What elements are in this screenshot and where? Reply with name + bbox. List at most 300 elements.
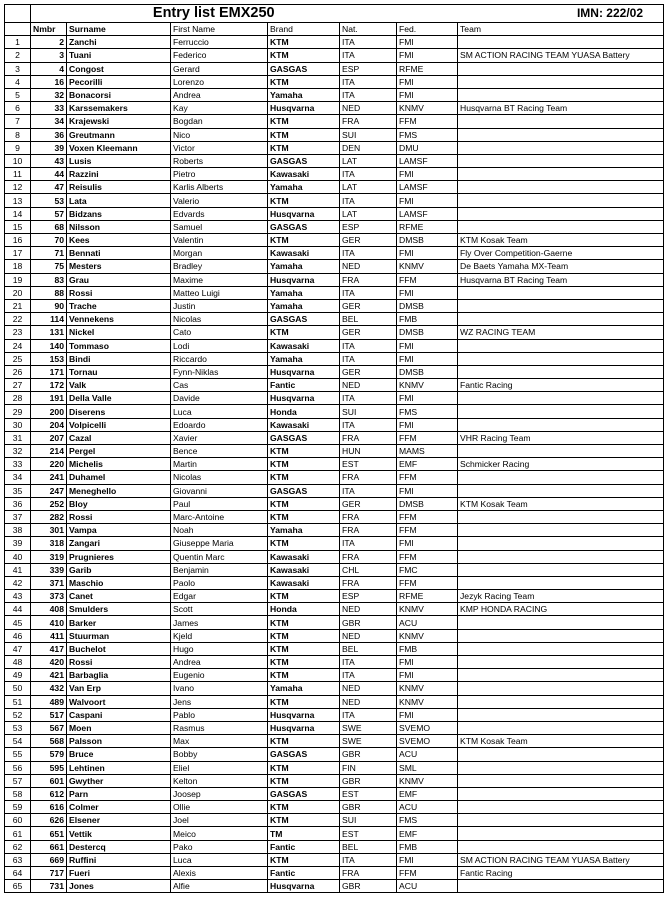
- row-index: 41: [5, 563, 31, 576]
- table-row: [5, 524, 664, 537]
- rider-nationality: GBR: [340, 801, 397, 814]
- rider-number: 75: [31, 260, 67, 273]
- rider-first-name: Bobby: [171, 748, 268, 761]
- rider-number: 517: [31, 708, 67, 721]
- table-row: [5, 748, 664, 761]
- rider-surname: Palsson: [67, 735, 171, 748]
- row-index: 31: [5, 431, 31, 444]
- rider-federation: FMI: [397, 669, 458, 682]
- table-row: [5, 550, 664, 563]
- header-team: Team: [458, 23, 664, 36]
- rider-number: 57: [31, 207, 67, 220]
- rider-surname: Lusis: [67, 154, 171, 167]
- rider-number: 417: [31, 642, 67, 655]
- rider-federation: KNMV: [397, 260, 458, 273]
- rider-surname: Cazal: [67, 431, 171, 444]
- rider-team: [458, 405, 664, 418]
- header-nmbr: Nmbr: [31, 23, 67, 36]
- rider-nationality: SUI: [340, 128, 397, 141]
- rider-team: [458, 418, 664, 431]
- rider-federation: DMSB: [397, 497, 458, 510]
- rider-federation: FFM: [397, 115, 458, 128]
- title-row: [5, 5, 664, 23]
- rider-first-name: Cas: [171, 379, 268, 392]
- rider-nationality: NED: [340, 682, 397, 695]
- row-index: 18: [5, 260, 31, 273]
- rider-brand: Kawasaki: [268, 247, 340, 260]
- rider-first-name: Paolo: [171, 576, 268, 589]
- rider-nationality: ITA: [340, 75, 397, 88]
- rider-first-name: Nicolas: [171, 471, 268, 484]
- rider-federation: SML: [397, 761, 458, 774]
- table-row: [5, 616, 664, 629]
- row-index: 4: [5, 75, 31, 88]
- rider-nationality: ITA: [340, 418, 397, 431]
- rider-brand: Kawasaki: [268, 576, 340, 589]
- row-index: 58: [5, 787, 31, 800]
- rider-nationality: NED: [340, 629, 397, 642]
- rider-surname: Rossi: [67, 656, 171, 669]
- table-row: [5, 247, 664, 260]
- row-index: 23: [5, 326, 31, 339]
- rider-first-name: Giuseppe Maria: [171, 537, 268, 550]
- rider-nationality: ITA: [340, 392, 397, 405]
- rider-team: [458, 88, 664, 101]
- rider-team: [458, 313, 664, 326]
- row-index: 27: [5, 379, 31, 392]
- rider-brand: Husqvarna: [268, 880, 340, 893]
- rider-federation: FFM: [397, 576, 458, 589]
- rider-nationality: ITA: [340, 168, 397, 181]
- rider-nationality: GBR: [340, 616, 397, 629]
- rider-brand: KTM: [268, 629, 340, 642]
- rider-nationality: GER: [340, 497, 397, 510]
- table-row: [5, 642, 664, 655]
- rider-nationality: FIN: [340, 761, 397, 774]
- header-surname: Surname: [67, 23, 171, 36]
- rider-federation: FMB: [397, 642, 458, 655]
- rider-number: 612: [31, 787, 67, 800]
- rider-federation: FMI: [397, 88, 458, 101]
- row-index: 12: [5, 181, 31, 194]
- rider-first-name: Lorenzo: [171, 75, 268, 88]
- rider-first-name: Riccardo: [171, 352, 268, 365]
- rider-surname: Vampa: [67, 524, 171, 537]
- rider-team: [458, 115, 664, 128]
- table-row: [5, 867, 664, 880]
- rider-brand: KTM: [268, 128, 340, 141]
- table-row: [5, 563, 664, 576]
- rider-team: [458, 471, 664, 484]
- rider-surname: Karssemakers: [67, 102, 171, 115]
- rider-team: [458, 36, 664, 49]
- row-index: 7: [5, 115, 31, 128]
- rider-surname: Lehtinen: [67, 761, 171, 774]
- row-index: 64: [5, 867, 31, 880]
- rider-surname: Zanchi: [67, 36, 171, 49]
- table-row: [5, 234, 664, 247]
- rider-first-name: Nico: [171, 128, 268, 141]
- rider-team: [458, 207, 664, 220]
- row-index: 5: [5, 88, 31, 101]
- rider-surname: Trache: [67, 299, 171, 312]
- rider-brand: KTM: [268, 115, 340, 128]
- rider-team: [458, 774, 664, 787]
- row-index: 56: [5, 761, 31, 774]
- rider-surname: Ruffini: [67, 853, 171, 866]
- rider-team: [458, 695, 664, 708]
- rider-team: [458, 537, 664, 550]
- rider-first-name: Alfie: [171, 880, 268, 893]
- rider-surname: Nilsson: [67, 220, 171, 233]
- rider-brand: Kawasaki: [268, 550, 340, 563]
- rider-team: Fly Over Competition-Gaerne: [458, 247, 664, 260]
- rider-surname: Bennati: [67, 247, 171, 260]
- rider-number: 191: [31, 392, 67, 405]
- rider-number: 601: [31, 774, 67, 787]
- rider-federation: FMI: [397, 75, 458, 88]
- rider-brand: GASGAS: [268, 787, 340, 800]
- rider-number: 88: [31, 286, 67, 299]
- rider-team: [458, 814, 664, 827]
- rider-team: SM ACTION RACING TEAM YUASA Battery: [458, 853, 664, 866]
- rider-surname: Pecorilli: [67, 75, 171, 88]
- row-index: 59: [5, 801, 31, 814]
- rider-number: 131: [31, 326, 67, 339]
- rider-number: 420: [31, 656, 67, 669]
- rider-federation: SVEMO: [397, 735, 458, 748]
- rider-nationality: HUN: [340, 445, 397, 458]
- table-row: [5, 801, 664, 814]
- rider-number: 53: [31, 194, 67, 207]
- rider-team: [458, 194, 664, 207]
- rider-first-name: Scott: [171, 603, 268, 616]
- rider-number: 39: [31, 141, 67, 154]
- rider-team: KTM Kosak Team: [458, 497, 664, 510]
- table-row: [5, 721, 664, 734]
- rider-first-name: Karlis Alberts: [171, 181, 268, 194]
- table-row: [5, 840, 664, 853]
- rider-federation: FFM: [397, 273, 458, 286]
- rider-federation: FFM: [397, 550, 458, 563]
- rider-first-name: Paul: [171, 497, 268, 510]
- rider-brand: Yamaha: [268, 299, 340, 312]
- rider-number: 70: [31, 234, 67, 247]
- rider-team: [458, 721, 664, 734]
- header-first-name: First Name: [171, 23, 268, 36]
- row-index: 44: [5, 603, 31, 616]
- rider-surname: Colmer: [67, 801, 171, 814]
- table-row: [5, 537, 664, 550]
- rider-nationality: FRA: [340, 867, 397, 880]
- rider-federation: KNMV: [397, 629, 458, 642]
- rider-federation: ACU: [397, 880, 458, 893]
- rider-number: 579: [31, 748, 67, 761]
- row-index: 22: [5, 313, 31, 326]
- table-row: [5, 36, 664, 49]
- rider-first-name: Luca: [171, 853, 268, 866]
- page-title: Entry list EMX250: [31, 5, 397, 23]
- table-row: [5, 181, 664, 194]
- rider-team: [458, 563, 664, 576]
- rider-federation: KNMV: [397, 379, 458, 392]
- rider-team: [458, 840, 664, 853]
- rider-surname: Gwyther: [67, 774, 171, 787]
- rider-surname: Rossi: [67, 510, 171, 523]
- table-row: [5, 484, 664, 497]
- rider-number: 489: [31, 695, 67, 708]
- header-brand: Brand: [268, 23, 340, 36]
- table-row: [5, 392, 664, 405]
- rider-number: 2: [31, 36, 67, 49]
- rider-brand: Yamaha: [268, 286, 340, 299]
- rider-surname: Meneghello: [67, 484, 171, 497]
- rider-number: 200: [31, 405, 67, 418]
- rider-federation: FFM: [397, 431, 458, 444]
- rider-number: 411: [31, 629, 67, 642]
- rider-nationality: NED: [340, 603, 397, 616]
- rider-team: [458, 682, 664, 695]
- rider-brand: KTM: [268, 49, 340, 62]
- rider-nationality: ITA: [340, 708, 397, 721]
- table-row: [5, 576, 664, 589]
- rider-nationality: ITA: [340, 339, 397, 352]
- rider-nationality: FRA: [340, 524, 397, 537]
- rider-first-name: Xavier: [171, 431, 268, 444]
- rider-team: [458, 154, 664, 167]
- row-index: 14: [5, 207, 31, 220]
- rider-federation: DMSB: [397, 234, 458, 247]
- table-row: [5, 128, 664, 141]
- rider-team: KTM Kosak Team: [458, 234, 664, 247]
- rider-team: [458, 62, 664, 75]
- rider-nationality: ESP: [340, 590, 397, 603]
- rider-brand: KTM: [268, 814, 340, 827]
- rider-first-name: Samuel: [171, 220, 268, 233]
- row-index: 32: [5, 445, 31, 458]
- rider-nationality: SWE: [340, 721, 397, 734]
- rider-federation: FMI: [397, 656, 458, 669]
- rider-brand: GASGAS: [268, 220, 340, 233]
- rider-brand: KTM: [268, 642, 340, 655]
- rider-federation: SVEMO: [397, 721, 458, 734]
- rider-first-name: Kjeld: [171, 629, 268, 642]
- rider-first-name: Ferruccio: [171, 36, 268, 49]
- rider-team: Jezyk Racing Team: [458, 590, 664, 603]
- table-row: [5, 88, 664, 101]
- rider-surname: Pergel: [67, 445, 171, 458]
- rider-federation: FFM: [397, 510, 458, 523]
- table-row: [5, 102, 664, 115]
- rider-nationality: ITA: [340, 656, 397, 669]
- rider-nationality: GER: [340, 234, 397, 247]
- rider-brand: KTM: [268, 537, 340, 550]
- rider-nationality: ITA: [340, 484, 397, 497]
- rider-first-name: Andrea: [171, 656, 268, 669]
- rider-federation: EMF: [397, 787, 458, 800]
- rider-team: [458, 75, 664, 88]
- rider-number: 4: [31, 62, 67, 75]
- rider-number: 3: [31, 49, 67, 62]
- row-index: 48: [5, 656, 31, 669]
- rider-nationality: ITA: [340, 194, 397, 207]
- rider-team: Husqvarna BT Racing Team: [458, 102, 664, 115]
- rider-brand: Honda: [268, 405, 340, 418]
- rider-surname: Barbaglia: [67, 669, 171, 682]
- rider-federation: EMF: [397, 827, 458, 840]
- row-index: 63: [5, 853, 31, 866]
- rider-first-name: Jens: [171, 695, 268, 708]
- rider-first-name: Federico: [171, 49, 268, 62]
- rider-number: 319: [31, 550, 67, 563]
- table-row: [5, 220, 664, 233]
- table-row: [5, 471, 664, 484]
- rider-number: 568: [31, 735, 67, 748]
- rider-team: Fantic Racing: [458, 379, 664, 392]
- rider-first-name: Martin: [171, 458, 268, 471]
- rider-surname: Bruce: [67, 748, 171, 761]
- rider-number: 32: [31, 88, 67, 101]
- rider-first-name: Edvards: [171, 207, 268, 220]
- rider-number: 16: [31, 75, 67, 88]
- rider-surname: Maschio: [67, 576, 171, 589]
- rider-surname: Parn: [67, 787, 171, 800]
- header-row: [5, 23, 664, 36]
- rider-surname: Canet: [67, 590, 171, 603]
- rider-first-name: Bence: [171, 445, 268, 458]
- rider-surname: Fueri: [67, 867, 171, 880]
- rider-federation: RFME: [397, 220, 458, 233]
- table-row: [5, 260, 664, 273]
- rider-number: 408: [31, 603, 67, 616]
- rider-federation: KNMV: [397, 774, 458, 787]
- rider-surname: Rossi: [67, 286, 171, 299]
- table-row: [5, 405, 664, 418]
- rider-nationality: FRA: [340, 115, 397, 128]
- rider-surname: Smulders: [67, 603, 171, 616]
- rider-federation: FMI: [397, 484, 458, 497]
- rider-number: 36: [31, 128, 67, 141]
- rider-team: [458, 168, 664, 181]
- rider-surname: Prugnieres: [67, 550, 171, 563]
- rider-federation: DMU: [397, 141, 458, 154]
- rider-nationality: ITA: [340, 286, 397, 299]
- rider-team: [458, 708, 664, 721]
- row-index: 17: [5, 247, 31, 260]
- row-index: 29: [5, 405, 31, 418]
- row-index: 57: [5, 774, 31, 787]
- rider-federation: FMI: [397, 339, 458, 352]
- rider-first-name: Ivano: [171, 682, 268, 695]
- rider-team: [458, 484, 664, 497]
- rider-brand: KTM: [268, 695, 340, 708]
- imn-label: IMN: 222/02: [397, 5, 664, 23]
- table-row: [5, 880, 664, 893]
- rider-federation: FMI: [397, 49, 458, 62]
- header-index-cell: [5, 23, 31, 36]
- rider-first-name: James: [171, 616, 268, 629]
- rider-first-name: Victor: [171, 141, 268, 154]
- table-row: [5, 787, 664, 800]
- table-row: [5, 445, 664, 458]
- rider-federation: LAMSF: [397, 181, 458, 194]
- rider-surname: Moen: [67, 721, 171, 734]
- rider-federation: LAMSF: [397, 154, 458, 167]
- rider-team: [458, 299, 664, 312]
- table-row: [5, 603, 664, 616]
- rider-first-name: Kay: [171, 102, 268, 115]
- rider-surname: Razzini: [67, 168, 171, 181]
- rider-surname: Bindi: [67, 352, 171, 365]
- rider-team: KTM Kosak Team: [458, 735, 664, 748]
- table-row: [5, 352, 664, 365]
- rider-surname: Buchelot: [67, 642, 171, 655]
- rider-surname: Nickel: [67, 326, 171, 339]
- rider-nationality: FRA: [340, 273, 397, 286]
- rider-number: 90: [31, 299, 67, 312]
- rider-number: 421: [31, 669, 67, 682]
- rider-surname: Della Valle: [67, 392, 171, 405]
- rider-brand: KTM: [268, 458, 340, 471]
- rider-surname: Van Erp: [67, 682, 171, 695]
- rider-brand: KTM: [268, 616, 340, 629]
- table-row: [5, 379, 664, 392]
- rider-nationality: SUI: [340, 814, 397, 827]
- rider-surname: Kees: [67, 234, 171, 247]
- rider-first-name: Luca: [171, 405, 268, 418]
- row-index: 35: [5, 484, 31, 497]
- rider-federation: FFM: [397, 867, 458, 880]
- table-row: [5, 669, 664, 682]
- rider-team: Husqvarna BT Racing Team: [458, 273, 664, 286]
- rider-team: [458, 445, 664, 458]
- rider-first-name: Pako: [171, 840, 268, 853]
- rider-team: [458, 576, 664, 589]
- rider-nationality: ITA: [340, 537, 397, 550]
- rider-nationality: ITA: [340, 36, 397, 49]
- rider-number: 33: [31, 102, 67, 115]
- rider-team: [458, 550, 664, 563]
- rider-first-name: Bradley: [171, 260, 268, 273]
- rider-team: [458, 787, 664, 800]
- rider-federation: FMI: [397, 36, 458, 49]
- rider-brand: Fantic: [268, 840, 340, 853]
- rider-federation: MAMS: [397, 445, 458, 458]
- rider-number: 252: [31, 497, 67, 510]
- rider-first-name: Quentin Marc: [171, 550, 268, 563]
- rider-team: [458, 392, 664, 405]
- entry-list-table: [4, 4, 664, 893]
- rider-team: [458, 510, 664, 523]
- rider-federation: FMI: [397, 247, 458, 260]
- rider-team: VHR Racing Team: [458, 431, 664, 444]
- rider-first-name: Eugenio: [171, 669, 268, 682]
- rider-number: 731: [31, 880, 67, 893]
- rider-federation: RFME: [397, 590, 458, 603]
- rider-nationality: GBR: [340, 748, 397, 761]
- rider-team: [458, 181, 664, 194]
- rider-surname: Voxen Kleemann: [67, 141, 171, 154]
- rider-first-name: Joosep: [171, 787, 268, 800]
- rider-nationality: ITA: [340, 49, 397, 62]
- rider-team: SM ACTION RACING TEAM YUASA Battery: [458, 49, 664, 62]
- row-index: 43: [5, 590, 31, 603]
- rider-federation: LAMSF: [397, 207, 458, 220]
- rider-team: KMP HONDA RACING: [458, 603, 664, 616]
- rider-number: 595: [31, 761, 67, 774]
- rider-federation: KNMV: [397, 102, 458, 115]
- rider-number: 114: [31, 313, 67, 326]
